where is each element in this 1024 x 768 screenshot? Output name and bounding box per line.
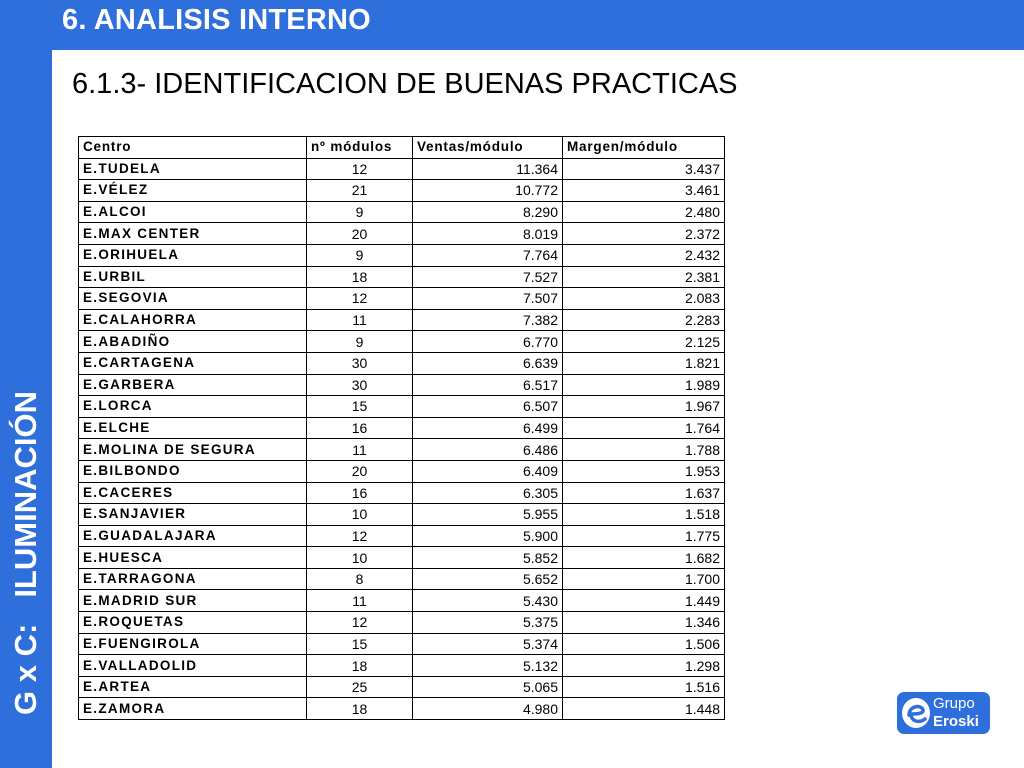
cell-ventas: 7.764 [413,244,563,266]
centers-table [78,136,725,720]
cell-centro: E.ABADIÑO [79,331,307,353]
cell-margen: 2.283 [563,309,725,331]
cell-modulos: 20 [307,223,413,245]
cell-ventas: 6.305 [413,482,563,504]
table-row [79,223,725,245]
cell-centro: E.ARTEA [79,676,307,698]
cell-ventas: 7.507 [413,288,563,310]
cell-centro: E.HUESCA [79,547,307,569]
cell-centro: E.TUDELA [79,158,307,180]
cell-margen: 2.083 [563,288,725,310]
cell-modulos: 30 [307,352,413,374]
cell-ventas: 8.290 [413,201,563,223]
table-row [79,612,725,634]
cell-modulos: 15 [307,633,413,655]
cell-margen: 3.437 [563,158,725,180]
cell-modulos: 10 [307,547,413,569]
column-header-centro: Centro [79,137,307,159]
cell-margen: 1.518 [563,504,725,526]
table-row [79,201,725,223]
table-row [79,288,725,310]
logo-line1: Grupo [933,695,975,712]
table-row [79,396,725,418]
cell-centro: E.VALLADOLID [79,655,307,677]
cell-modulos: 20 [307,460,413,482]
cell-modulos: 11 [307,439,413,461]
cell-modulos: 21 [307,180,413,202]
cell-margen: 1.953 [563,460,725,482]
cell-margen: 1.788 [563,439,725,461]
table-body [79,158,725,719]
cell-modulos: 9 [307,201,413,223]
cell-margen: 1.775 [563,525,725,547]
sidebar-label-part2: ILUMINACIÓN [8,391,43,598]
cell-modulos: 30 [307,374,413,396]
table-row [79,180,725,202]
cell-modulos: 11 [307,590,413,612]
cell-margen: 1.637 [563,482,725,504]
table-row [79,547,725,569]
cell-modulos: 12 [307,612,413,634]
table-row [79,633,725,655]
cell-centro: E.URBIL [79,266,307,288]
table-row [79,352,725,374]
table-row [79,244,725,266]
table-row [79,309,725,331]
cell-ventas: 5.955 [413,504,563,526]
column-header-margen: Margen/módulo [563,137,725,159]
eroski-e-icon [900,695,932,731]
cell-margen: 1.449 [563,590,725,612]
table-row [79,568,725,590]
table-row [79,504,725,526]
cell-margen: 1.346 [563,612,725,634]
cell-margen: 2.381 [563,266,725,288]
cell-ventas: 5.652 [413,568,563,590]
table-row [79,460,725,482]
table-row [79,439,725,461]
column-header-ventas: Ventas/módulo [413,137,563,159]
cell-ventas: 11.364 [413,158,563,180]
cell-centro: E.MAX CENTER [79,223,307,245]
cell-ventas: 7.527 [413,266,563,288]
cell-centro: E.GARBERA [79,374,307,396]
cell-modulos: 18 [307,698,413,720]
cell-centro: E.MADRID SUR [79,590,307,612]
column-header-modulos: nº módulos [307,137,413,159]
cell-centro: E.VÉLEZ [79,180,307,202]
cell-centro: E.ALCOI [79,201,307,223]
cell-modulos: 12 [307,158,413,180]
cell-ventas: 10.772 [413,180,563,202]
cell-modulos: 16 [307,417,413,439]
cell-centro: E.ELCHE [79,417,307,439]
cell-centro: E.ZAMORA [79,698,307,720]
table-header-row [79,137,725,159]
cell-margen: 2.480 [563,201,725,223]
header-title: 6. ANALISIS INTERNO [62,4,371,36]
cell-centro: E.CALAHORRA [79,309,307,331]
cell-ventas: 6.409 [413,460,563,482]
cell-modulos: 12 [307,288,413,310]
cell-margen: 1.682 [563,547,725,569]
cell-margen: 1.700 [563,568,725,590]
table-row [79,525,725,547]
cell-centro: E.BILBONDO [79,460,307,482]
cell-modulos: 9 [307,331,413,353]
table-row [79,676,725,698]
cell-centro: E.LORCA [79,396,307,418]
cell-margen: 1.821 [563,352,725,374]
cell-ventas: 6.499 [413,417,563,439]
cell-ventas: 7.382 [413,309,563,331]
logo-line2: Eroski [933,713,979,730]
cell-margen: 1.967 [563,396,725,418]
cell-modulos: 9 [307,244,413,266]
cell-centro: E.CARTAGENA [79,352,307,374]
cell-ventas: 5.852 [413,547,563,569]
sidebar-label-part1: G x C: [8,623,43,715]
sidebar-label [8,391,44,715]
table-row [79,698,725,720]
cell-ventas: 5.900 [413,525,563,547]
cell-margen: 1.989 [563,374,725,396]
cell-centro: E.SANJAVIER [79,504,307,526]
cell-centro: E.FUENGIROLA [79,633,307,655]
grupo-eroski-logo [897,692,990,734]
cell-margen: 3.461 [563,180,725,202]
header-bar [0,0,1024,50]
cell-modulos: 11 [307,309,413,331]
cell-ventas: 6.507 [413,396,563,418]
cell-modulos: 15 [307,396,413,418]
cell-ventas: 6.770 [413,331,563,353]
cell-centro: E.MOLINA DE SEGURA [79,439,307,461]
cell-ventas: 5.065 [413,676,563,698]
page-subtitle: 6.1.3- IDENTIFICACION DE BUENAS PRACTICAS [72,68,738,100]
cell-margen: 1.448 [563,698,725,720]
cell-centro: E.GUADALAJARA [79,525,307,547]
cell-centro: E.SEGOVIA [79,288,307,310]
table-row [79,266,725,288]
table-row [79,374,725,396]
cell-modulos: 18 [307,266,413,288]
cell-margen: 2.125 [563,331,725,353]
table-row [79,331,725,353]
cell-modulos: 12 [307,525,413,547]
table-row [79,655,725,677]
cell-margen: 1.516 [563,676,725,698]
cell-ventas: 4.980 [413,698,563,720]
cell-ventas: 5.132 [413,655,563,677]
table-row [79,590,725,612]
table-row [79,482,725,504]
cell-ventas: 6.517 [413,374,563,396]
cell-modulos: 8 [307,568,413,590]
cell-ventas: 6.639 [413,352,563,374]
table-row [79,417,725,439]
cell-centro: E.ORIHUELA [79,244,307,266]
cell-margen: 1.298 [563,655,725,677]
cell-margen: 2.432 [563,244,725,266]
cell-margen: 2.372 [563,223,725,245]
cell-modulos: 10 [307,504,413,526]
cell-margen: 1.764 [563,417,725,439]
cell-ventas: 6.486 [413,439,563,461]
cell-centro: E.TARRAGONA [79,568,307,590]
cell-ventas: 8.019 [413,223,563,245]
cell-centro: E.ROQUETAS [79,612,307,634]
cell-ventas: 5.430 [413,590,563,612]
cell-modulos: 18 [307,655,413,677]
cell-ventas: 5.375 [413,612,563,634]
cell-modulos: 25 [307,676,413,698]
cell-margen: 1.506 [563,633,725,655]
table-row [79,158,725,180]
cell-modulos: 16 [307,482,413,504]
cell-ventas: 5.374 [413,633,563,655]
cell-centro: E.CACERES [79,482,307,504]
